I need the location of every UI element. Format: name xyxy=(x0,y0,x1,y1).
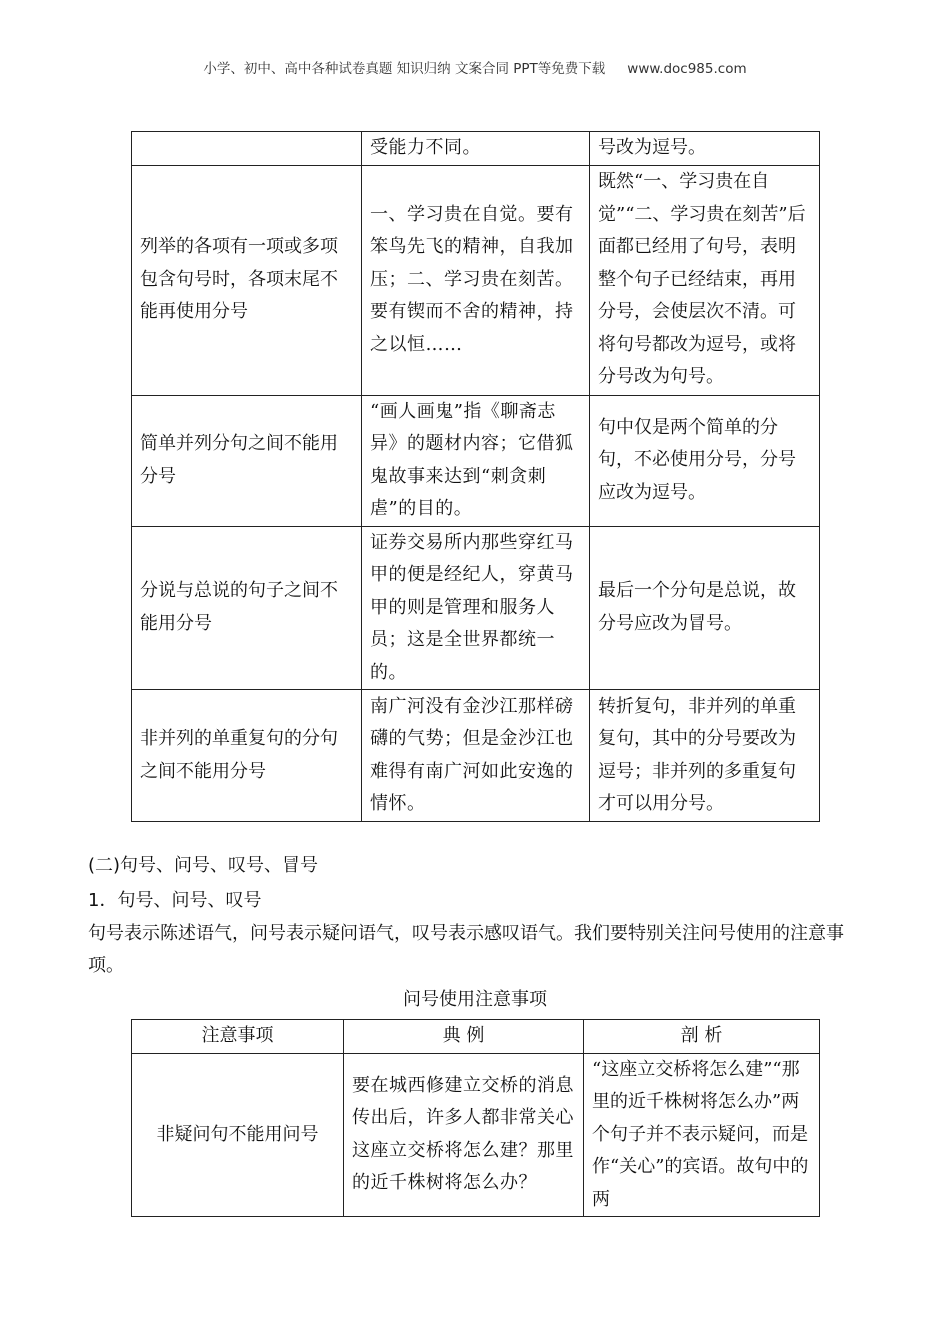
table-row xyxy=(132,690,820,822)
column-header: 注意事项 xyxy=(132,1020,344,1054)
analysis-cell: 转折复句，非并列的单重复句，其中的分号要改为逗号；非并列的多重复句才可以用分号。 xyxy=(590,690,820,822)
analysis-cell: “这座立交桥将怎么建”“那里的近千株树将怎么办”两个句子并不表示疑问，而是作“关心”的宾语。故句中的两 xyxy=(584,1053,820,1217)
rule-cell: 列举的各项有一项或多项包含句号时，各项末尾不能再使用分号 xyxy=(132,165,362,395)
example-cell: 南广河没有金沙江那样磅礴的气势；但是金沙江也难得有南广河如此安逸的情怀。 xyxy=(362,690,590,822)
table-caption: 问号使用注意事项 xyxy=(403,989,547,1010)
body-paragraph: 句号表示陈述语气，问号表示疑问语气，叹号表示感叹语气。我们要特别关注问号使用的注意事项。 xyxy=(88,923,844,976)
table-row xyxy=(132,1053,820,1217)
table-header-row xyxy=(132,1020,820,1054)
header-url[interactable]: www.doc985.com xyxy=(627,61,747,77)
rule-cell: 非并列的单重复句的分句之间不能用分号 xyxy=(132,690,362,822)
example-cell: 证券交易所内那些穿红马甲的便是经纪人，穿黄马甲的则是管理和服务人员；这是全世界都统一的。 xyxy=(362,526,590,690)
rule-cell: 非疑问句不能用问号 xyxy=(132,1053,344,1217)
column-header: 典 例 xyxy=(344,1020,584,1054)
example-cell: 一、学习贵在自觉。要有笨鸟先飞的精神，自我加压；二、学习贵在刻苦。要有锲而不舍的精神，持之以恒…… xyxy=(362,165,590,395)
semicolon-rules-table xyxy=(131,131,820,822)
rule-cell: 分说与总说的句子之间不能用分号 xyxy=(132,526,362,690)
column-header: 剖 析 xyxy=(584,1020,820,1054)
example-cell: 要在城西修建立交桥的消息传出后，许多人都非常关心这座立交桥将怎么建？那里的近千株树将怎么办？ xyxy=(344,1053,584,1217)
rule-cell xyxy=(132,132,362,166)
section-title: (二)句号、问号、叹号、冒号 xyxy=(88,855,319,876)
table-row xyxy=(132,165,820,395)
table-row xyxy=(132,132,820,166)
example-cell: “画人画鬼”指《聊斋志异》的题材内容；它借狐鬼故事来达到“刺贪刺虐”的目的。 xyxy=(362,395,590,526)
table-row xyxy=(132,526,820,690)
page-header xyxy=(0,57,950,77)
analysis-cell: 句中仅是两个简单的分句，不必使用分号，分号应改为逗号。 xyxy=(590,395,820,526)
analysis-cell: 号改为逗号。 xyxy=(590,132,820,166)
analysis-cell: 最后一个分句是总说，故分号应改为冒号。 xyxy=(590,526,820,690)
subsection-title: 1．句号、问号、叹号 xyxy=(88,890,262,911)
rule-cell: 简单并列分句之间不能用分号 xyxy=(132,395,362,526)
question-mark-table xyxy=(131,1019,820,1217)
example-cell: 受能力不同。 xyxy=(362,132,590,166)
table-row xyxy=(132,395,820,526)
analysis-cell: 既然“一、学习贵在自觉”“二、学习贵在刻苦”后面都已经用了句号，表明整个句子已经结束，再用分号，会使层次不清。可将句号都改为逗号，或将分号改为句号。 xyxy=(590,165,820,395)
header-text: 小学、初中、高中各种试卷真题 知识归纳 文案合同 PPT等免费下载 xyxy=(203,61,606,77)
